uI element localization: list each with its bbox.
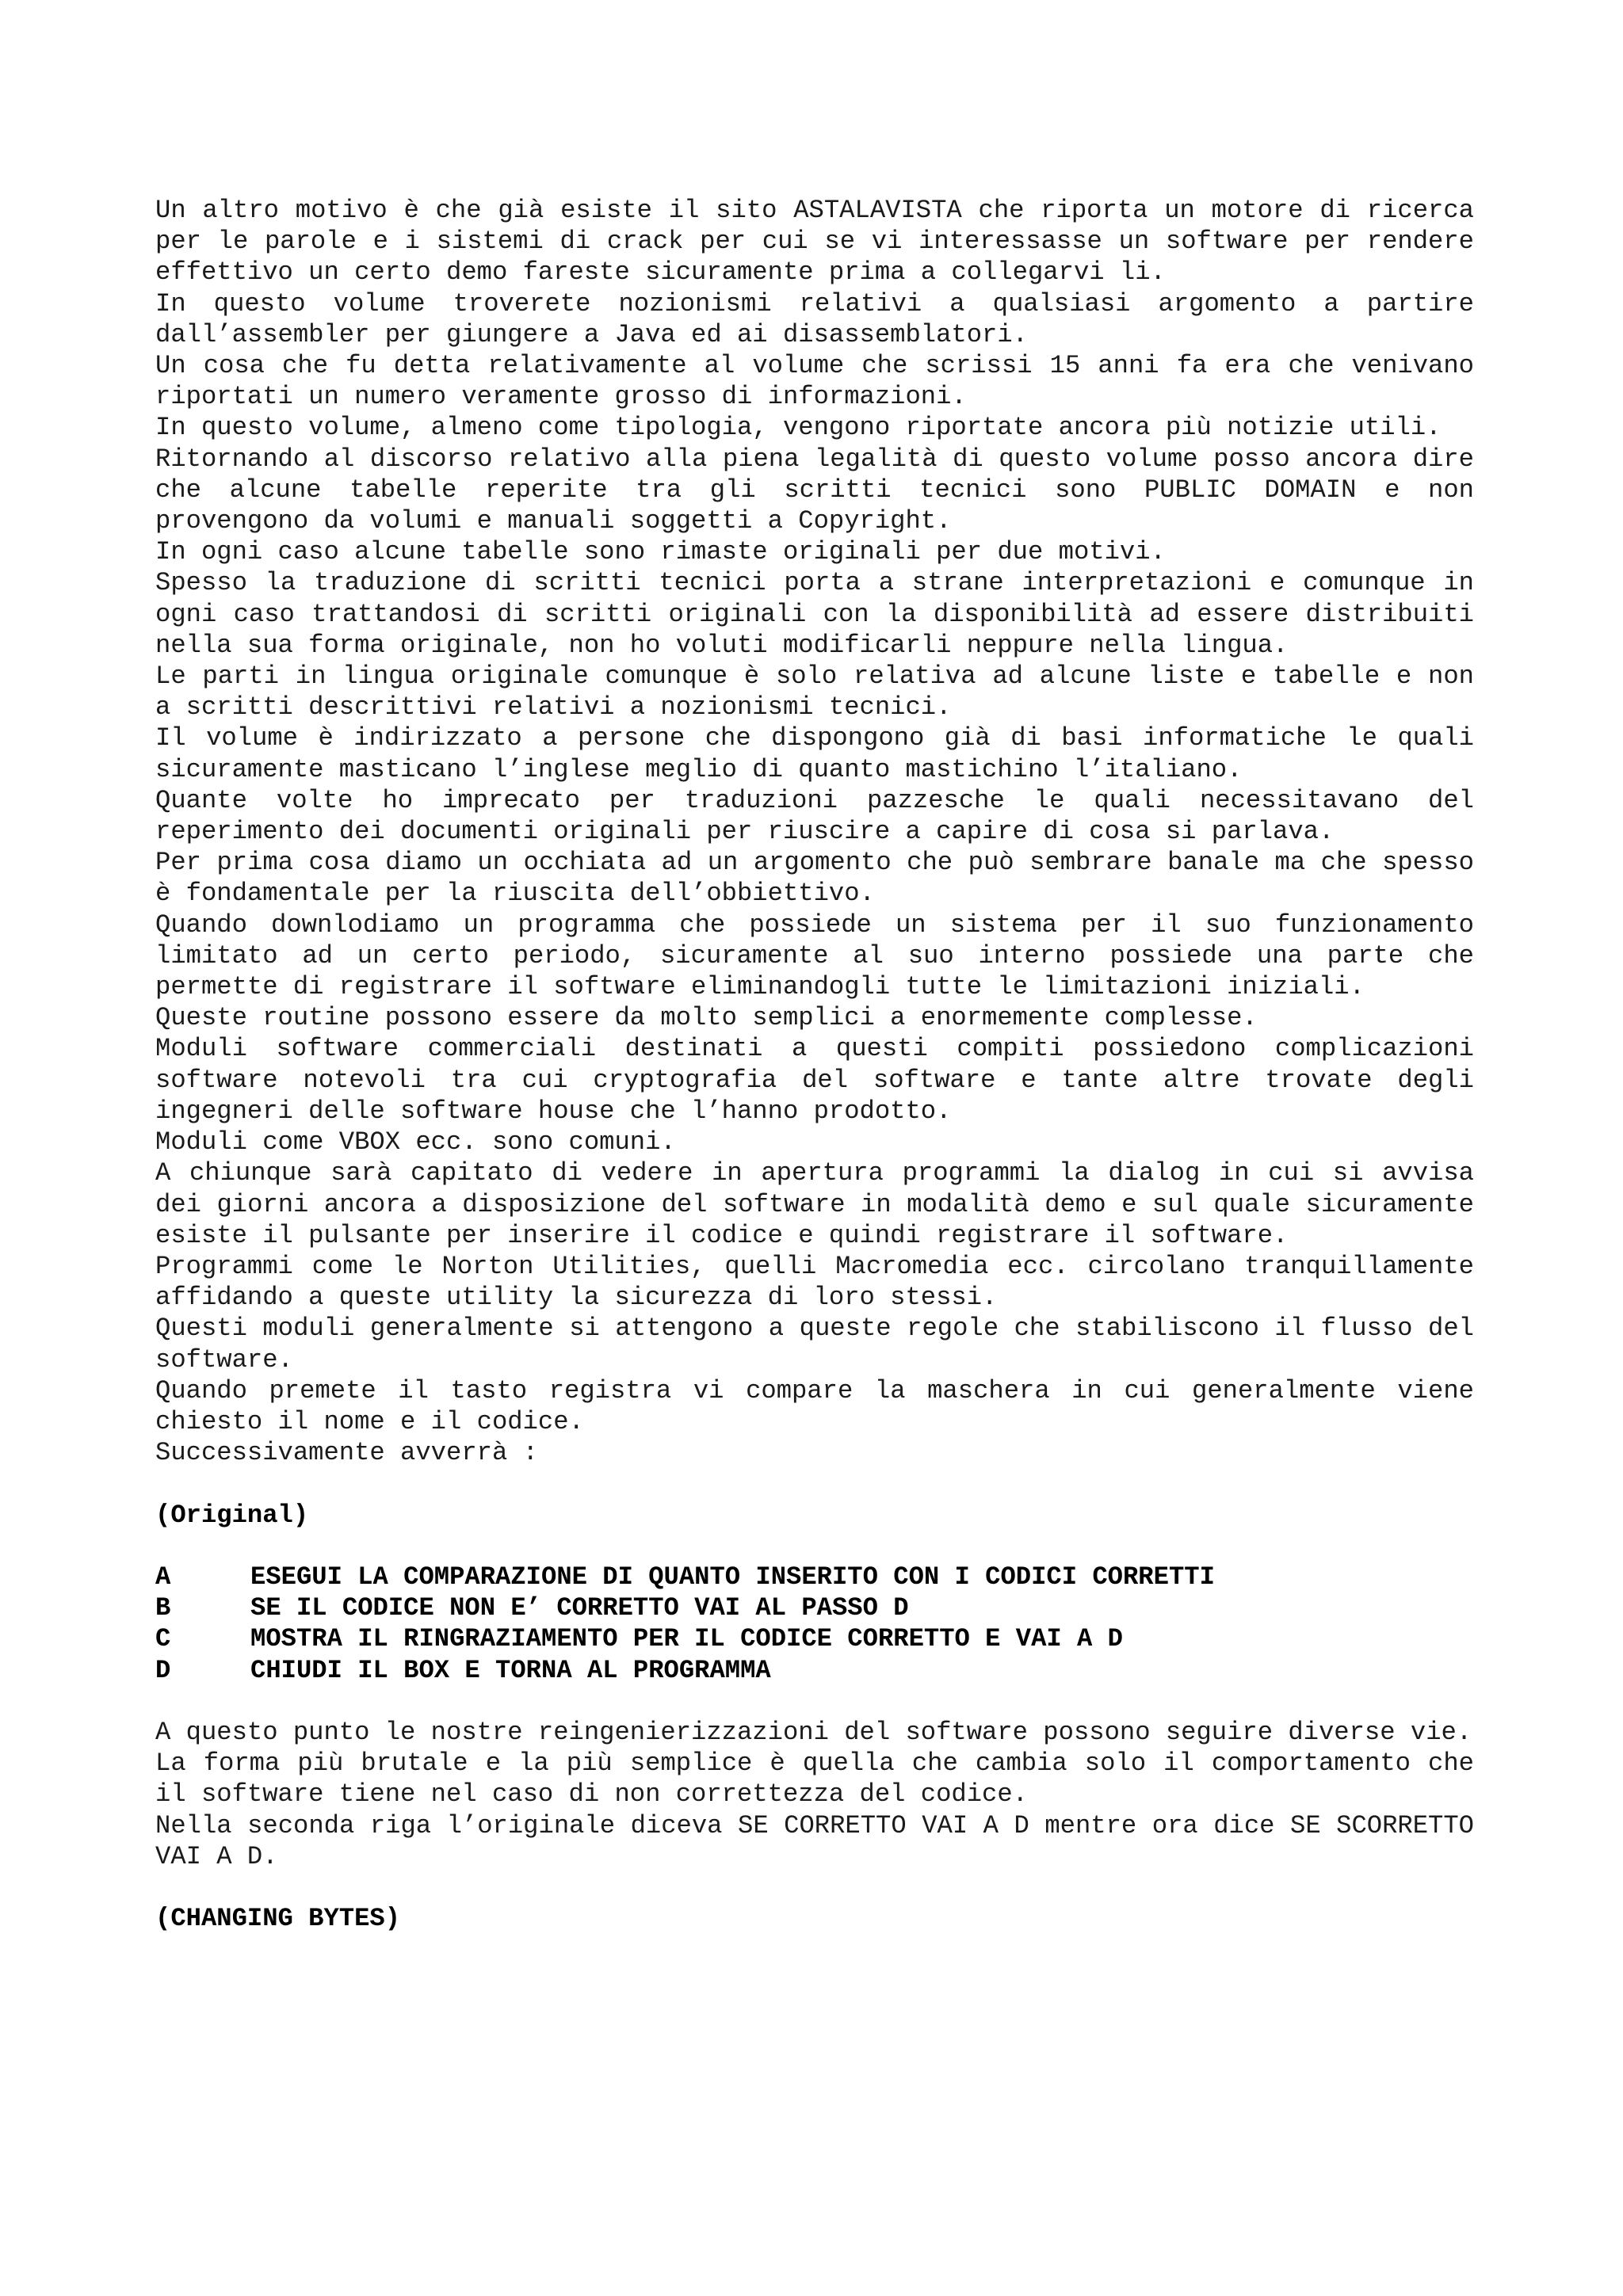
paragraph: Quante volte ho imprecato per traduzioni pazzesche le quali necessitavano del reperimento dei documenti originali per riuscire a capire di cosa si parlava. (155, 785, 1474, 847)
paragraph: Le parti in lingua originale comunque è solo relativa ad alcune liste e tabelle e non a scritti descrittivi relativi a nozionismi tecnici. (155, 662, 1474, 723)
paragraph: Moduli come VBOX ecc. sono comuni. (155, 1127, 676, 1158)
paragraph: In questo volume troverete nozionismi relativi a qualsiasi argomento a partire dall’assembler per giungere a Java ed ai disassemblatori. (155, 288, 1474, 349)
paragraph: Quando premete il tasto registra vi compare la maschera in cui generalmente viene chiesto il nome e il codice. (155, 1375, 1474, 1436)
paragraph: Nella seconda riga l’originale diceva SE CORRETTO VAI A D mentre ora dice SE SCORRETTO VAI A D. (155, 1810, 1474, 1871)
spacer (155, 1686, 1474, 1717)
paragraph: In questo volume, almeno come tipologia, vengono riportate ancora più notizie utili. (155, 413, 1442, 443)
paragraph: Moduli software commerciali destinati a questi compiti possiedono complicazioni software notevoli tra cui cryptografia del software e tante altre trovate degli ingegneri delle software house che l’hanno prodotto. (155, 1034, 1474, 1126)
paragraph: Questi moduli generalmente si attengono a queste regole che stabiliscono il flusso del software. (155, 1314, 1474, 1375)
body-text-top (155, 195, 1474, 1468)
paragraph: A questo punto le nostre reingenierizzazioni del software possono seguire diverse vie. (155, 1717, 1472, 1747)
paragraph: Successivamente avverrà : (155, 1438, 538, 1468)
document-page (155, 195, 1474, 1934)
spacer (155, 1468, 1474, 1499)
step-item-d (155, 1655, 1474, 1686)
paragraph: Queste routine possono essere da molto semplici a enormemente complesse. (155, 1003, 1258, 1033)
step-text: ESEGUI LA COMPARAZIONE DI QUANTO INSERITO CON I CODICI CORRETTI (250, 1562, 1215, 1592)
step-letter: D (155, 1655, 171, 1685)
paragraph: Spesso la traduzione di scritti tecnici porta a strane interpretazioni e comunque in ogni caso trattandosi di scritti originali con la disponibilità ad essere distribuiti nella sua forma originale, non ho voluti modificarli neppure nella lingua. (155, 568, 1474, 660)
spacer (155, 1531, 1474, 1562)
step-letter: C (155, 1624, 171, 1654)
section-heading-original: (Original) (155, 1500, 309, 1530)
spacer (155, 1872, 1474, 1903)
step-letter: A (155, 1562, 171, 1592)
paragraph: Un cosa che fu detta relativamente al volume che scrissi 15 anni fa era che venivano riportati un numero veramente grosso di informazioni. (155, 351, 1474, 412)
paragraph: Il volume è indirizzato a persone che dispongono già di basi informatiche le quali sicuramente masticano l’inglese meglio di quanto mastichino l’italiano. (155, 723, 1474, 784)
step-item-b (155, 1592, 1474, 1623)
section-heading-changing-bytes: (CHANGING BYTES) (155, 1904, 401, 1934)
step-text: SE IL CODICE NON E’ CORRETTO VAI AL PASSO D (250, 1593, 909, 1623)
steps-list (155, 1562, 1474, 1686)
paragraph: Ritornando al discorso relativo alla piena legalità di questo volume posso ancora dire che alcune tabelle reperite tra gli scritti tecnici sono PUBLIC DOMAIN e non provengono da volumi e manuali soggetti a Copyright. (155, 444, 1474, 536)
paragraph: Per prima cosa diamo un occhiata ad un argomento che può sembrare banale ma che spesso è fondamentale per la riuscita dell’obbiettivo. (155, 848, 1474, 909)
step-text: CHIUDI IL BOX E TORNA AL PROGRAMMA (250, 1655, 771, 1685)
paragraph: Un altro motivo è che già esiste il sito ASTALAVISTA che riporta un motore di ricerca per le parole e i sistemi di crack per cui se vi interessasse un software per rendere effettivo un certo demo fareste sicuramente prima a collegarvi li. (155, 196, 1474, 288)
paragraph: Programmi come le Norton Utilities, quelli Macromedia ecc. circolano tranquillamente affidando a queste utility la sicurezza di loro stessi. (155, 1251, 1474, 1313)
paragraph: A chiunque sarà capitato di vedere in apertura programmi la dialog in cui si avvisa dei giorni ancora a disposizione del software in modalità demo e sul quale sicuramente esiste il pulsante per inserire il codice e quindi registrare il software. (155, 1158, 1474, 1250)
paragraph: In ogni caso alcune tabelle sono rimaste originali per due motivi. (155, 537, 1166, 567)
paragraph: La forma più brutale e la più semplice è quella che cambia solo il comportamento che il software tiene nel caso di non correttezza del codice. (155, 1749, 1474, 1810)
body-text-bottom (155, 1717, 1474, 1872)
step-letter: B (155, 1593, 171, 1623)
step-text: MOSTRA IL RINGRAZIAMENTO PER IL CODICE CORRETTO E VAI A D (250, 1624, 1123, 1654)
paragraph: Quando downlodiamo un programma che possiede un sistema per il suo funzionamento limitato ad un certo periodo, sicuramente al suo interno possiede una parte che permette di registrare il software eliminandogli tutte le limitazioni iniziali. (155, 910, 1474, 1002)
step-item-a (155, 1562, 1474, 1592)
step-item-c (155, 1623, 1474, 1654)
